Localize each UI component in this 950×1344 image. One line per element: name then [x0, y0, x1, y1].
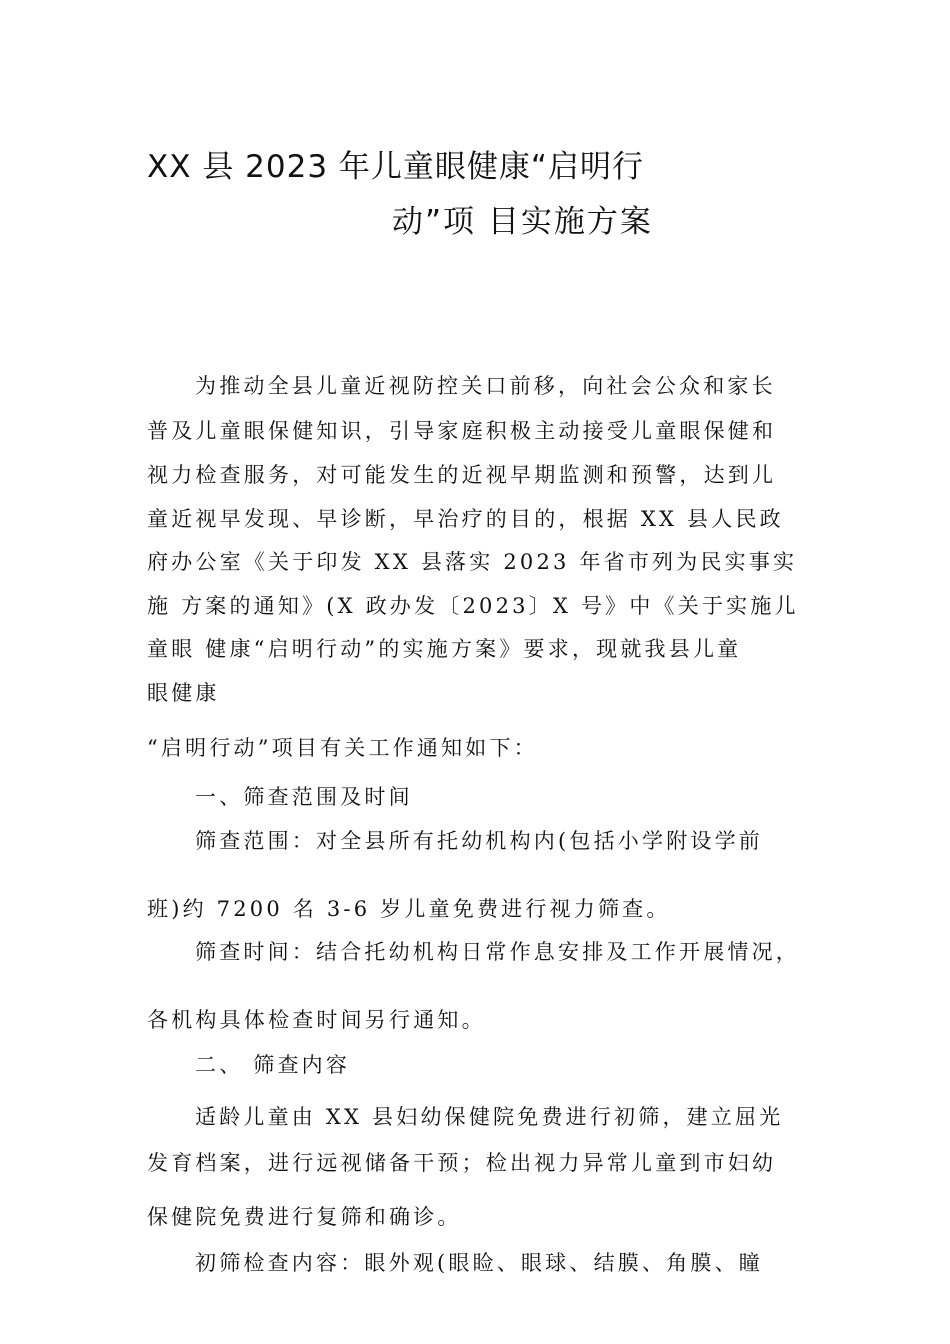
section-heading: 一、筛查范围及时间: [195, 785, 413, 809]
body-line: 视力检查服务，对可能发生的近视早期监测和预警，达到儿: [147, 463, 777, 487]
body-line: 普及儿童眼保健知识，引导家庭积极主动接受儿童眼保健和: [147, 419, 777, 443]
body-line: 适龄儿童由 XX 县妇幼保健院免费进行初筛，建立屈光: [195, 1105, 784, 1129]
body-line: 筛查范围：对全县所有托幼机构内(包括小学附设学前: [195, 829, 763, 853]
body-line: 为推动全县儿童近视防控关口前移，向社会公众和家长: [195, 374, 776, 398]
body-line: 童近视早发现、早诊断，早治疗的目的，根据 XX 县人民政: [147, 507, 784, 531]
document-title-line-2: 动”项 目实施方案: [392, 204, 653, 240]
document-title-line-1: XX 县 2023 年儿童眼健康“启明行: [147, 149, 644, 185]
body-line: 保健院免费进行复筛和确诊。: [147, 1205, 462, 1229]
body-line: 眼健康: [147, 681, 220, 705]
body-line: 发育档案，进行远视储备干预；检出视力异常儿童到市妇幼: [147, 1151, 777, 1175]
body-line: 初筛检查内容：眼外观(眼睑、眼球、结膜、角膜、瞳: [195, 1251, 763, 1275]
section-heading: 二、 筛查内容: [195, 1053, 351, 1077]
body-line: 府办公室《关于印发 XX 县落实 2023 年省市列为民实事实: [147, 550, 798, 574]
body-line: 各机构具体检查时间另行通知。: [147, 1008, 486, 1032]
body-line: 班)约 7200 名 3-6 岁儿童免费进行视力筛查。: [147, 897, 671, 921]
body-line: 筛查时间：结合托幼机构日常作息安排及工作开展情况，: [195, 940, 800, 964]
body-line: 童眼 健康“启明行动”的实施方案》要求，现就我县儿童: [147, 637, 742, 661]
body-line: “启明行动”项目有关工作通知如下：: [147, 736, 538, 760]
body-line: 施 方案的通知》(X 政办发〔2023〕X 号》中《关于实施儿: [147, 594, 799, 618]
